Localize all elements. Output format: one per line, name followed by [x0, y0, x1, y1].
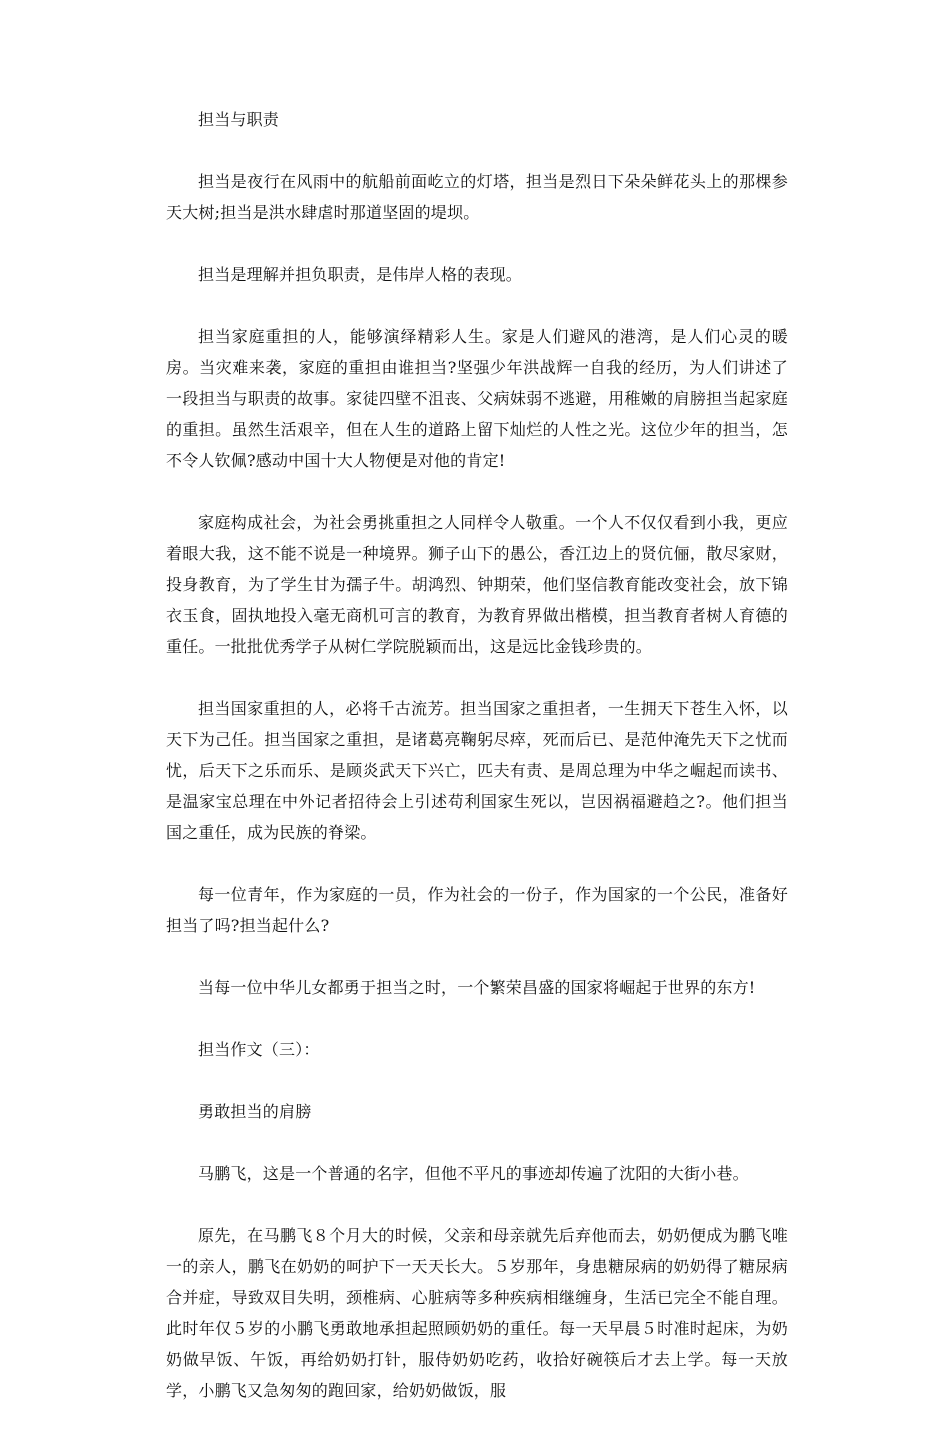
paragraph: 家庭构成社会，为社会勇挑重担之人同样令人敬重。一个人不仅仅看到小我，更应着眼大我，这不能不说是一种境界。狮子山下的愚公，香江边上的贤伉俪，散尽家财，投身教育，为了学生甘为孺子牛。胡鸿烈、钟期荣，他们坚信教育能改变社会，放下锦衣玉食，固执地投入毫无商机可言的教育，为教育界做出楷模，担当教育者树人育德的重任。一批批优秀学子从树仁学院脱颖而出，这是远比金钱珍贵的。	[166, 513, 788, 656]
essay-title: 勇敢担当的肩膀	[198, 1102, 312, 1121]
paragraph: 当每一位中华儿女都勇于担当之时，一个繁荣昌盛的国家将崛起于世界的东方!	[198, 978, 756, 997]
paragraph: 原先，在马鹏飞８个月大的时候，父亲和母亲就先后弃他而去，奶奶便成为鹏飞唯一的亲人，鹏飞在奶奶的呵护下一天天长大。５岁那年，身患糖尿病的奶奶得了糖尿病合并症，导致双目失明，颈椎病、心脏病等多种疾病相继缠身，生活已完全不能自理。此时年仅５岁的小鹏飞勇敢地承担起照顾奶奶的重任。每一天早晨５时准时起床，为奶奶做早饭、午饭，再给奶奶打针，服侍奶奶吃药，收拾好碗筷后才去上学。每一天放学，小鹏飞又急匆匆的跑回家，给奶奶做饭，服	[166, 1226, 788, 1400]
paragraph: 马鹏飞，这是一个普通的名字，但他不平凡的事迹却传遍了沈阳的大街小巷。	[198, 1164, 749, 1183]
paragraph: 担当是夜行在风雨中的航船前面屹立的灯塔，担当是烈日下朵朵鲜花头上的那棵参天大树;担当是洪水肆虐时那道坚固的堤坝。	[166, 172, 788, 222]
paragraph: 担当是理解并担负职责，是伟岸人格的表现。	[198, 265, 523, 284]
paragraph: 担当国家重担的人，必将千古流芳。担当国家之重担者，一生拥天下苍生入怀，以天下为己任。担当国家之重担，是诸葛亮鞠躬尽瘁，死而后已、是范仲淹先天下之忧而忧，后天下之乐而乐、是顾炎武天下兴亡，匹夫有责、是周总理为中华之崛起而读书、是温家宝总理在中外记者招待会上引述苟利国家生死以，岂因祸福避趋之?。他们担当国之重任，成为民族的脊梁。	[166, 699, 788, 842]
paragraph: 担当家庭重担的人，能够演绎精彩人生。家是人们避风的港湾，是人们心灵的暖房。当灾难来袭，家庭的重担由谁担当?坚强少年洪战辉一自我的经历，为人们讲述了一段担当与职责的故事。家徒四壁不沮丧、父病妹弱不逃避，用稚嫩的肩膀担当起家庭的重担。虽然生活艰辛，但在人生的道路上留下灿烂的人性之光。这位少年的担当，怎不令人钦佩?感动中国十大人物便是对他的肯定!	[166, 327, 788, 470]
document-body	[166, 104, 788, 1437]
document-heading: 担当与职责	[198, 110, 280, 129]
section-heading: 担当作文（三）：	[198, 1040, 320, 1059]
paragraph: 每一位青年，作为家庭的一员，作为社会的一份子，作为国家的一个公民，准备好担当了吗?担当起什么?	[166, 885, 788, 935]
